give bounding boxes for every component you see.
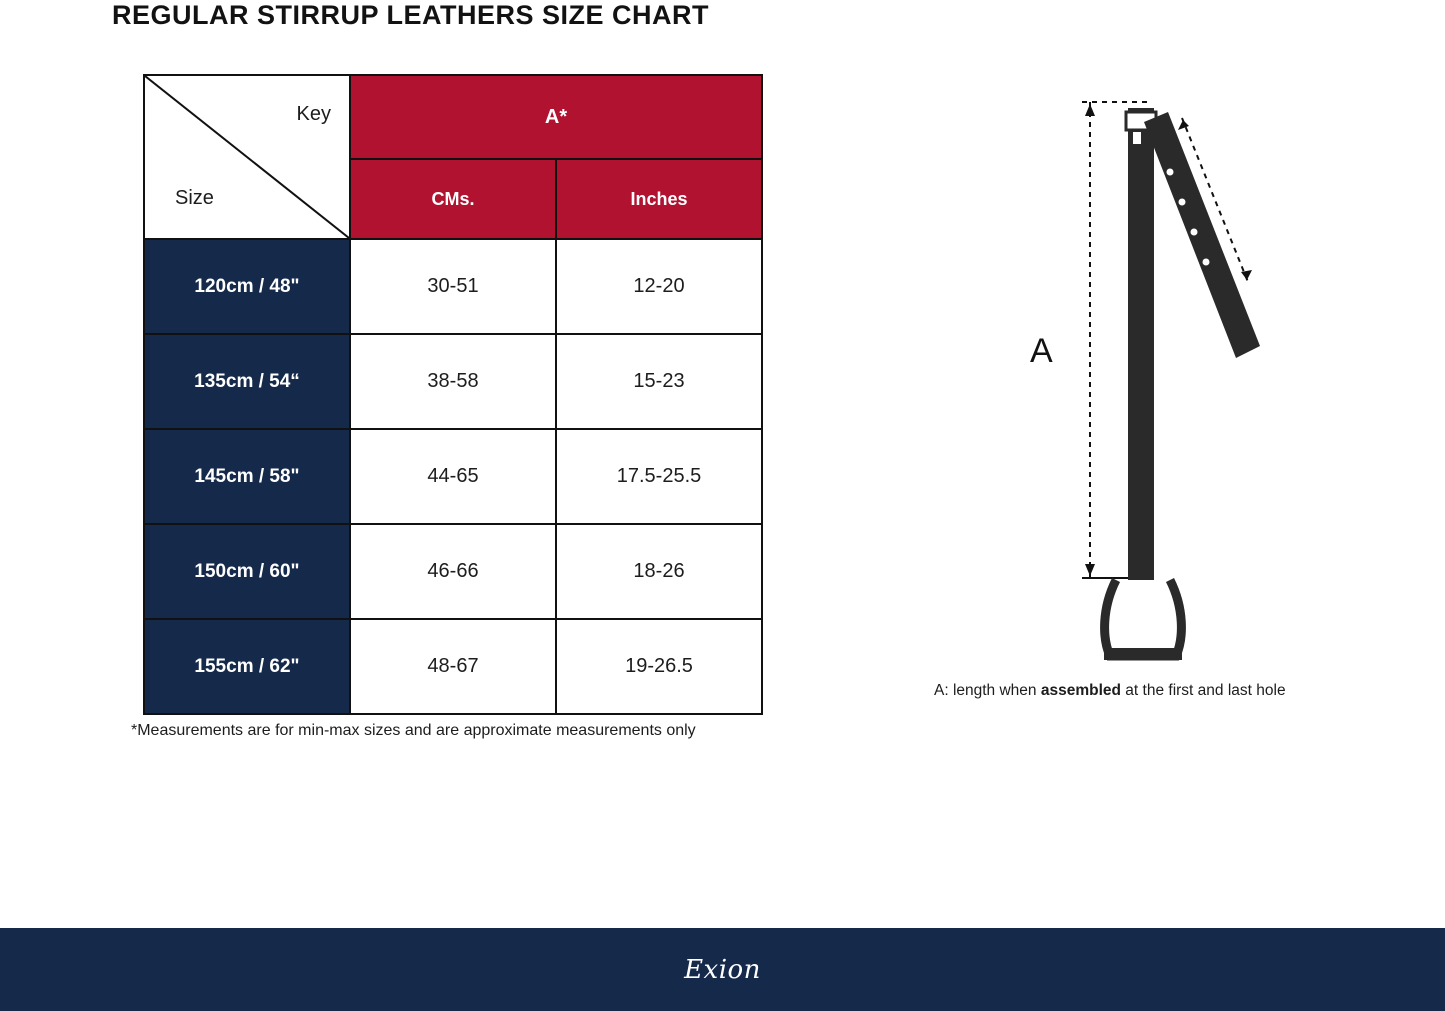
row-cm-value: 30-51 — [350, 239, 556, 334]
row-cm-value: 48-67 — [350, 619, 556, 714]
diagonal-divider-icon — [145, 76, 349, 238]
table-corner-cell — [144, 75, 350, 239]
dimension-label-a: A — [1030, 332, 1053, 370]
diagram-caption — [934, 682, 1286, 700]
brand-logo: Exion — [684, 954, 761, 985]
size-chart-table — [143, 74, 763, 715]
strap-tail-icon — [1144, 112, 1260, 358]
table-corner-size-label: Size — [175, 187, 214, 209]
row-size-label: 150cm / 60" — [144, 524, 350, 619]
stirrup-tread-icon — [1104, 648, 1182, 660]
strap-shape-icon — [1126, 108, 1156, 580]
diagram-caption-prefix: A: length when — [934, 682, 1041, 699]
row-cm-value: 46-66 — [350, 524, 556, 619]
measurements-footnote: *Measurements are for min-max sizes and are approximate measurements only — [131, 722, 696, 739]
table-row — [144, 524, 762, 619]
diagram-caption-suffix: at the first and last hole — [1121, 682, 1286, 699]
row-inches-value: 18-26 — [556, 524, 762, 619]
footer-bar — [0, 928, 1445, 1011]
row-cm-value: 38-58 — [350, 334, 556, 429]
table-row — [144, 429, 762, 524]
row-size-label: 155cm / 62" — [144, 619, 350, 714]
row-inches-value: 15-23 — [556, 334, 762, 429]
table-group-header-a: A* — [350, 75, 762, 159]
stirrup-iron-icon — [1105, 580, 1182, 656]
table-row — [144, 334, 762, 429]
diagram-caption-bold: assembled — [1040, 682, 1121, 699]
table-header-row-1 — [144, 75, 762, 159]
table-row — [144, 619, 762, 714]
row-inches-value: 12-20 — [556, 239, 762, 334]
row-size-label: 145cm / 58" — [144, 429, 350, 524]
row-inches-value: 17.5-25.5 — [556, 429, 762, 524]
table-header-inches: Inches — [556, 159, 762, 239]
table-row — [144, 239, 762, 334]
table-header-cm: CMs. — [350, 159, 556, 239]
row-size-label: 120cm / 48" — [144, 239, 350, 334]
stirrup-leather-diagram — [930, 60, 1390, 680]
row-cm-value: 44-65 — [350, 429, 556, 524]
row-inches-value: 19-26.5 — [556, 619, 762, 714]
page-title: REGULAR STIRRUP LEATHERS SIZE CHART — [112, 0, 710, 30]
row-size-label: 135cm / 54“ — [144, 334, 350, 429]
table-corner-key-label: Key — [296, 103, 331, 125]
